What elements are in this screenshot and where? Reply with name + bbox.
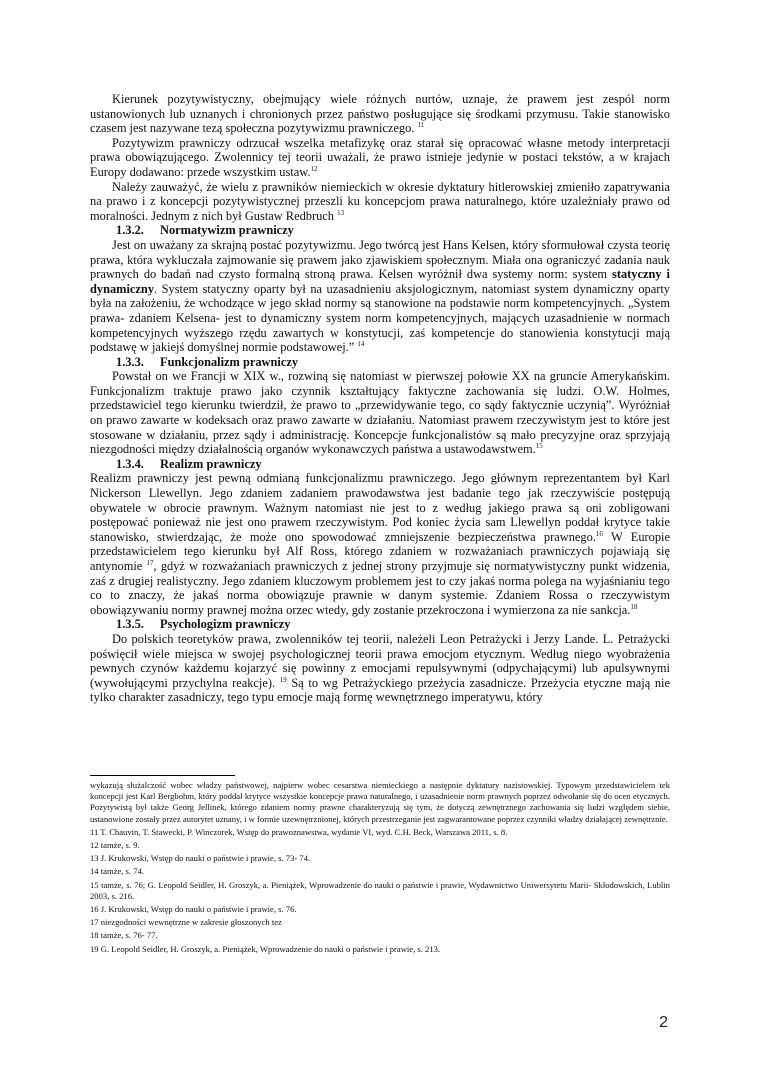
footnote-ref: 14 <box>357 339 365 348</box>
footnote-ref: 15 <box>535 442 543 451</box>
body-text <box>90 92 670 705</box>
paragraph: Kierunek pozytywistyczny, obejmujący wiele różnych nurtów, uznaje, że prawem jest zespól norm ustanowionych lub uznanych i chronionych przez państwo posługujące się środkami przymusu. Takie stanowisko czasem jest nazywane tezą społeczna pozytywizmu prawniczego. $^{11}$ <box>90 92 670 136</box>
section-title: Normatywizm prawniczy <box>160 223 294 238</box>
paragraph: Należy zauważyć, że wielu z prawników niemieckich w okresie dyktatury hitlerowskiej zmieniło zapatrywania na prawo i z koncepcji pozytywistycznej przeszli ku koncepcjom prawa naturalnego, które uzależniały prawo od moralności. Jednym z nich był Gustaw Redbruch $^{13}$ <box>90 179 670 223</box>
footnote-continuation: wykazują służalczość wobec władzy państwowej, najpierw wobec cesarstwa niemieckiego a następnie dyktatury nazistowskiej. Typowym przedstawicielem tek koncepcji jest Karl Bergbohm, który poddał krytyce wszystkie koncepcje prawa naturalnego, i uzasadnienie norm prawnych poprzez odwołanie się do ocen etycznych. Pozytywistą był także Georg Jellinek, którego zdaniem normy prawne charakteryzują się tym, że dotyczą zewnętrznego zachowania się ludzi względem siebie, ustanowione zostały przez autorytet uznany, i w formie uzewnętrznionej, których przestrzeganie jest zagwarantowane poprzez czynniki władzy działającej zewnętrznie. <box>90 780 670 824</box>
footnote-ref: 17 <box>146 558 154 567</box>
footnote: 18 tamże, s. 76- 77. <box>90 930 158 941</box>
section-number: 1.3.4. <box>116 456 144 471</box>
section-heading <box>90 457 670 472</box>
footnote: 15 tamże, s. 76; G. Leopold Seidler, H. Groszyk, a. Pieniążek, Wprowadzenie do nauki o państwie i prawie, Wydawnictwo Uniwersytetu Marii- Skłodowskich, Lublin 2003, s. 216. <box>90 879 670 901</box>
paragraph: Do polskich teoretyków prawa, zwolenników tej teorii, należeli Leon Petrażycki i Jerzy Lande. L. Petrażycki poświęcił wiele miejsca w swojej psychologicznej teorii prawa emocjom etycznym. Według niego wyobrażenia pewnych czynów każdemu kojarzyć się powinny z emocjami repulsywnymi (odpychającymi) lub apulsywnymi (wywołującymi przychylna reakcje). $^{19}$ Są to wg Petrażyckiego przeżycia zasadnicze. Przeżycia etyczne mają nie tylko charakter zasadniczy, tego typu emocje mają formę wewnętrznego imperatywu, który <box>90 631 670 705</box>
footnote-number: 11 <box>90 826 99 837</box>
section-number: 1.3.3. <box>116 354 144 369</box>
page-number: 2 <box>659 1014 668 1031</box>
footnote-number: 15 <box>90 879 99 890</box>
footnote: 11 T. Chauvin, T. Stawecki, P. Winczorek, Wstęp do prawoznawstwa, wydanie VI, wyd. C.H. Beck, Warszawa 2011, s. 8. <box>90 826 508 837</box>
paragraph: Powstał on we Francji w XIX w., rozwiną się natomiast w pierwszej połowie XX na gruncie Amerykańskim. Funkcjonalizm traktuje prawo jako czynnik kształtujący faktyczne zachowania się ludzi. O.W. Holmes, przedstawiciel tego kierunku twierdził, że prawo to „przewidywanie tego, co sądy faktycznie uczynią”. Wyróżniał on prawo zawarte w kodeksach oraz prawo zawarte w działaniu. Natomiast prawem rzeczywistym jest to które jest stosowane w działaniu, przez sądy i administrację. Koncepcje funkcjonalistów są mało precyzyjne oraz sprzyjają niezgodności między działalnością organów wykonawczych państwa a ustawodawstwem.$^{15}$ <box>90 369 670 457</box>
footnote: 17 niezgodności wewnętrzne w zakresie głoszonych tez <box>90 917 282 928</box>
footnote-ref: 16 <box>595 529 603 538</box>
section-heading <box>90 223 670 238</box>
footnote-ref: 18 <box>630 602 638 611</box>
section-number: 1.3.2. <box>116 223 144 238</box>
paragraph: Realizm prawniczy jest pewną odmianą funkcjonalizmu prawniczego. Jego głównym reprezentantem był Karl Nickerson Llewellyn. Jego zdaniem zadaniem prawodawstwa jest badanie tego jak rzeczywiście postępują obywatele w obrocie prawnym. Ważnym natomiast nie jest to z według jakiego prawa są oni zobligowani postępować ponieważ nie jest ono prawem rzeczywistym. Pod koniec życia sam Llewellyn poddał krytyce takie stanowisko, stwierdzając, że może ono spowodować zmniejszenie bezpieczeństwa prawnego.$^{16}$ W Europie przedstawicielem tego kierunku był Alf Ross, którego zdaniem w rozważaniach prawniczych pojawiają się antynomie $^{17}$, gdyż w rozważaniach prawniczych z jednej strony przyjmuje się normatywistyczny punkt widzenia, zaś z drugiej realistyczny. Jego zdaniem kluczowym problemem jest to czy jakaś norma polega na wyjaśnianiu tego co to znaczy, że jakaś norma obowiązuje prawnie w danym systemie. Zdaniem Rossa o rzeczywistym obowiązywaniu normy prawnej można orzec wtedy, gdy zostanie przekroczona i wymierzona za nie sankcja.$^{18}$ <box>90 471 670 617</box>
section-title: Realizm prawniczy <box>160 456 262 471</box>
section-number: 1.3.5. <box>116 617 144 632</box>
footnote-number: 16 <box>90 904 99 915</box>
footnote: 19 G. Leopold Seidler, H. Groszyk, a. Pieniążek, Wprowadzenie do nauki o państwie i prawie, s. 213. <box>90 943 441 954</box>
paragraph: Jest on uważany za skrajną postać pozytywizmu. Jego twórcą jest Hans Kelsen, który sformułował czysta teorię prawa, która wykluczała zajmowanie się prawem jako zjawiskiem społecznym. Miała ona ograniczyć zadania nauk prawnych do badań nad czysto formalną stroną prawa. Kelsen wyróżnił dwa systemy norm: system statyczny i dynamiczny. System statyczny oparty był na uzasadnieniu aksjologicznym, natomiast system dynamiczny oparty była na założeniu, że wchodzące w jego skład normy są stanowione na podstawie norm kompetencyjnych. „System prawa- zdaniem Kelsena- jest to dynamiczny system norm kompetencyjnych, mających uzasadnienie w normach kompetencyjnych wyższego rzędu zawartych w konstytucji, zaś kompetencje do stanowienia konstytucji mają podstawę w jakiejś domyślnej normie podstawowej.” $^{14}$ <box>90 237 670 355</box>
footnotes <box>90 775 670 957</box>
footnote-number: 19 <box>90 943 99 954</box>
section-heading <box>90 355 670 370</box>
section-heading <box>90 617 670 632</box>
footnote-ref: 13 <box>337 208 345 217</box>
footnote-number: 17 <box>90 917 99 928</box>
footnote: 12 tamże, s. 9. <box>90 840 140 851</box>
footnote-number: 14 <box>90 866 99 877</box>
footnote-ref: 12 <box>310 164 318 173</box>
footnote-ref: 19 <box>279 675 287 684</box>
footnote-number: 18 <box>90 930 99 941</box>
footnote: 16 J. Krukowski, Wstęp do nauki o państwie i prawie, s. 76. <box>90 904 297 915</box>
footnote: 14 tamże, s. 74. <box>90 866 144 877</box>
bold-phrase: statyczny i dynamiczny <box>90 267 670 296</box>
section-title: Funkcjonalizm prawniczy <box>160 354 299 369</box>
footnote-number: 12 <box>90 840 99 851</box>
section-title: Psychologizm prawniczy <box>160 617 291 632</box>
footnote-ref: 11 <box>417 121 425 130</box>
footnote: 13 J. Krukowski, Wstęp do nauki o państwie i prawie, s. 73- 74. <box>90 853 311 864</box>
footnote-separator <box>90 775 235 776</box>
footnote-number: 13 <box>90 853 99 864</box>
paragraph: Pozytywizm prawniczy odrzucał wszelka metafizykę oraz starał się opracować własne metody interpretacji prawa obowiązującego. Zwolennicy tej teorii uważali, że prawo istnieje jedynie w postaci tekstów, a w krajach Europy dodawano: przede wszystkim ustaw.$^{12}$ <box>90 135 670 179</box>
